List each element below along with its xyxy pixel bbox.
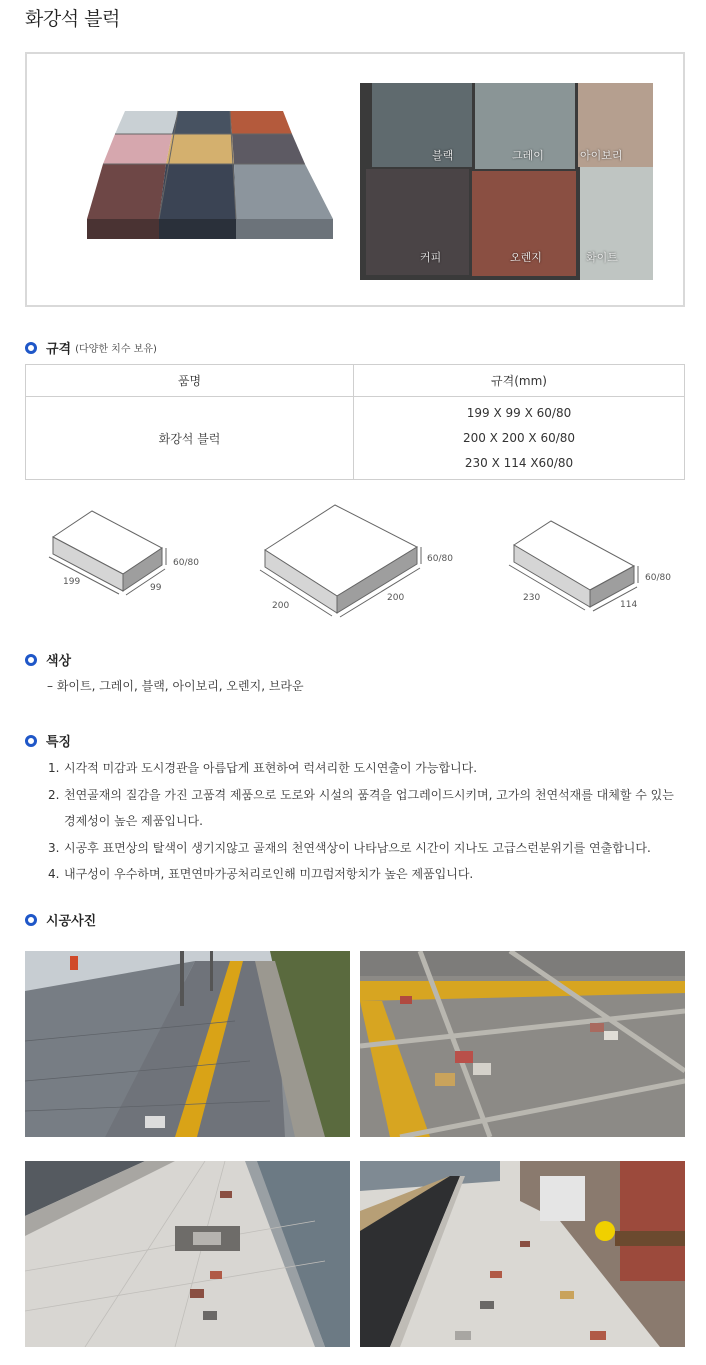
spec-size-line: 230 X 114 X60/80	[464, 455, 574, 470]
spec-header-size: 규격(mm)	[354, 365, 685, 397]
feature-item: 1. 시각적 미감과 도시경관을 아름답게 표현하여 럭셔리한 도시연출이 가능합니다.	[48, 761, 478, 775]
swatch-label: 화이트	[586, 251, 618, 264]
construction-photo-3	[25, 1161, 350, 1347]
spec-size-line: 199 X 99 X 60/80	[466, 405, 572, 420]
feature-item: 3. 시공후 표면상의 탈색이 생기지않고 골재의 천연색상이 나타남으로 시간이 지나도 고급스런분위기를 연출합니다.	[48, 841, 651, 855]
features-heading: 특징	[25, 731, 71, 750]
dim-width-2: 200	[387, 593, 405, 603]
swatch-label: 아이보리	[580, 149, 623, 162]
swatch-label: 오렌지	[510, 251, 542, 264]
construction-heading: 시공사진	[25, 910, 96, 929]
spec-sizes	[354, 397, 685, 480]
spec-header-name: 품명	[26, 365, 354, 397]
construction-photo-4	[360, 1161, 685, 1347]
spec-product-name: 화강석 블럭	[26, 397, 354, 480]
spec-table	[25, 364, 685, 480]
swatch-coffee	[366, 169, 469, 275]
swatch-label: 그레이	[512, 149, 544, 162]
features-list	[48, 755, 688, 887]
swatch-black	[372, 83, 472, 167]
dimension-diagrams	[25, 495, 685, 625]
dim-length-1: 199	[63, 577, 81, 587]
dim-height-2: 60/80	[427, 554, 453, 564]
page-title: 화강석 블럭	[25, 8, 120, 30]
dim-length-2: 200	[272, 601, 290, 611]
dim-height-3: 60/80	[645, 573, 671, 583]
swatch-label: 커피	[420, 251, 442, 264]
construction-photo-1	[25, 951, 350, 1137]
dim-width-3: 114	[620, 600, 638, 610]
bullet-icon	[25, 914, 37, 926]
block-set-illustration	[85, 109, 335, 239]
dim-length-3: 230	[523, 593, 541, 603]
bullet-icon	[25, 654, 37, 666]
product-image-box	[25, 52, 685, 307]
swatch-label: 블랙	[432, 149, 454, 162]
bullet-icon	[25, 735, 37, 747]
feature-item: 4. 내구성이 우수하며, 표면연마가공처리로인해 미끄럼저항치가 높은 제품입니다.	[48, 867, 474, 881]
colors-heading: 색상	[25, 650, 71, 669]
color-swatch-photo	[360, 83, 653, 280]
dim-width-1: 99	[150, 583, 162, 593]
spec-heading: 규격 (다양한 치수 보유)	[25, 338, 157, 357]
feature-item: 2. 천연골재의 질감을 가진 고품격 제품으로 도로와 시설의 품격을 업그레이드시키며, 고가의 천연석재를 대체할 수 있는 경제성이 높은 제품입니다.	[48, 788, 674, 828]
dim-height-1: 60/80	[173, 558, 199, 568]
spec-size-line: 200 X 200 X 60/80	[462, 430, 576, 445]
construction-photo-2	[360, 951, 685, 1137]
bullet-icon	[25, 342, 37, 354]
colors-list: – 화이트, 그레이, 블랙, 아이보리, 오렌지, 브라운	[47, 679, 304, 693]
dimension-diagram-svg	[25, 495, 685, 625]
